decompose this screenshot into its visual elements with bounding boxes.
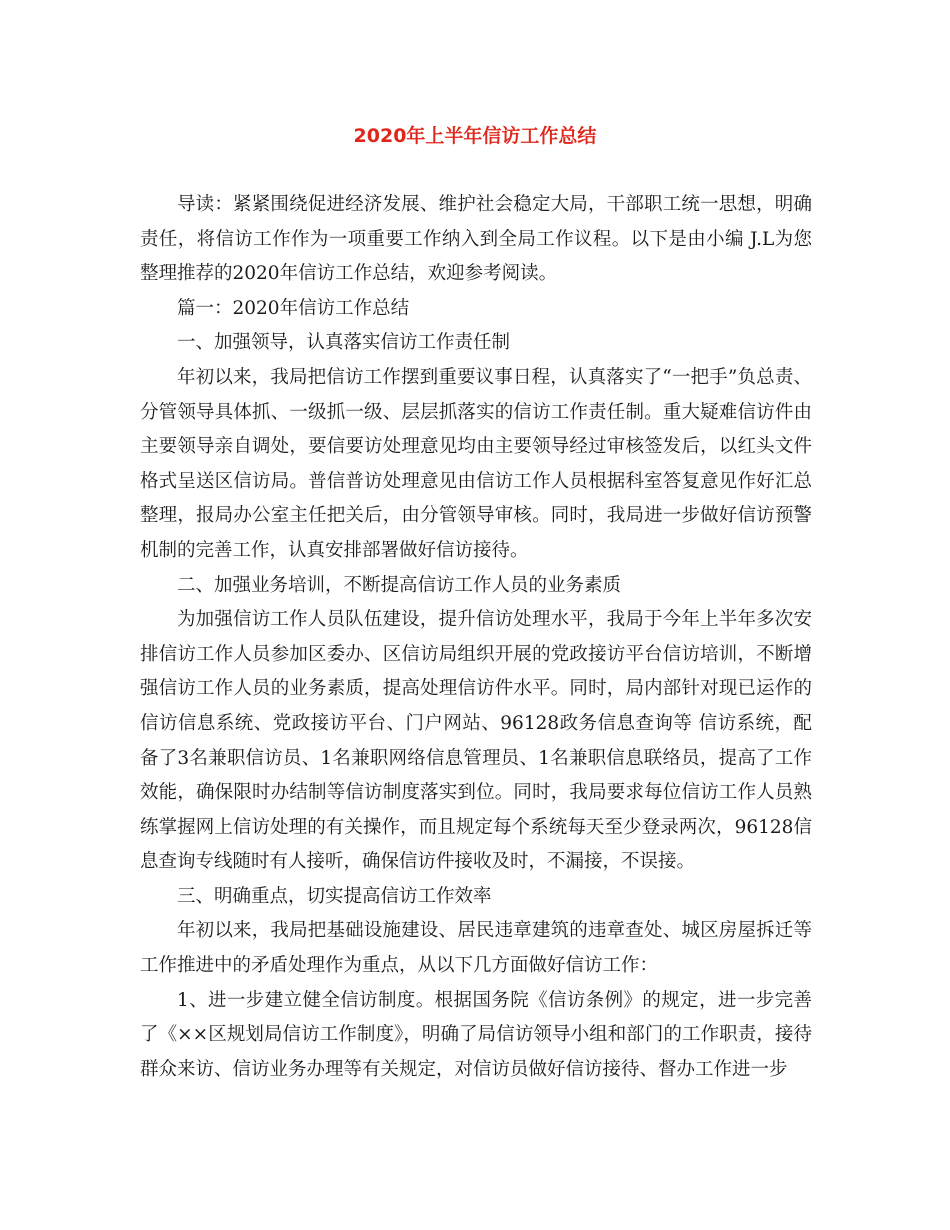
document-body <box>140 188 812 1087</box>
section-3-item-1: 1、进一步建立健全信访制度。根据国务院《信访条例》的规定，进一步完善了《××区规划局信访工作制度》，明确了局信访领导小组和部门的工作职责，接待群众来访、信访业务办理等有关规定，对信访员做好信访接待、督办工作进一步 <box>140 989 812 1080</box>
section-heading-2: 二、加强业务培训，不断提高信访工作人员的业务素质 <box>177 574 622 596</box>
section-1-paragraph: 年初以来，我局把信访工作摆到重要议事日程，认真落实了“一把手”负总责、分管领导具体抓、一级抓一级、层层抓落实的信访工作责任制。重大疑难信访件由主要领导亲自调处，要信要访处理意见均由主要领导经过审核签发后，以红头文件格式呈送区信访局。普信普访处理意见由信访工作人员根据科室答复意见作好汇总整理，报局办公室主任把关后，由分管领导审核。同时，我局进一步做好信访预警机制的完善工作，认真安排部署做好信访接待。 <box>140 366 812 561</box>
section-heading-3: 三、明确重点，切实提高信访工作效率 <box>177 885 492 907</box>
section-2-paragraph: 为加强信访工作人员队伍建设，提升信访处理水平，我局于今年上半年多次安排信访工作人员参加区委办、区信访局组织开展的党政接访平台信访培训，不断增强信访工作人员的业务素质，提高处理信访件水平。同时，局内部针对现已运作的信访信息系统、党政接访平台、门户网站、96128政务信息查询等 信访系统，配备了3名兼职信访员、1名兼职网络信息管理员、1名兼职信息联络员，提高了工作效能，确保限时办结制等信访制度落实到位。同时，我局要求每位信访工作人员熟练掌握网上信访处理的有关操作，而且规定每个系统每天至少登录两次，96128信息查询专线随时有人接听，确保信访件接收及时，不漏接，不误接。 <box>140 609 812 873</box>
intro-paragraph: 导读：紧紧围绕促进经济发展、维护社会稳定大局，干部职工统一思想，明确责任，将信访工作作为一项重要工作纳入到全局工作议程。以下是由小编 J.L为您整理推荐的2020年信访工作总结，欢迎参考阅读。 <box>140 194 812 285</box>
part-heading: 篇一：2020年信访工作总结 <box>177 297 410 319</box>
document-title: 2020年上半年信访工作总结 <box>353 125 597 147</box>
section-3-paragraph: 年初以来，我局把基础设施建设、居民违章建筑的违章查处、城区房屋拆迁等工作推进中的矛盾处理作为重点，从以下几方面做好信访工作： <box>140 920 812 977</box>
section-heading-1: 一、加强领导，认真落实信访工作责任制 <box>177 332 511 354</box>
